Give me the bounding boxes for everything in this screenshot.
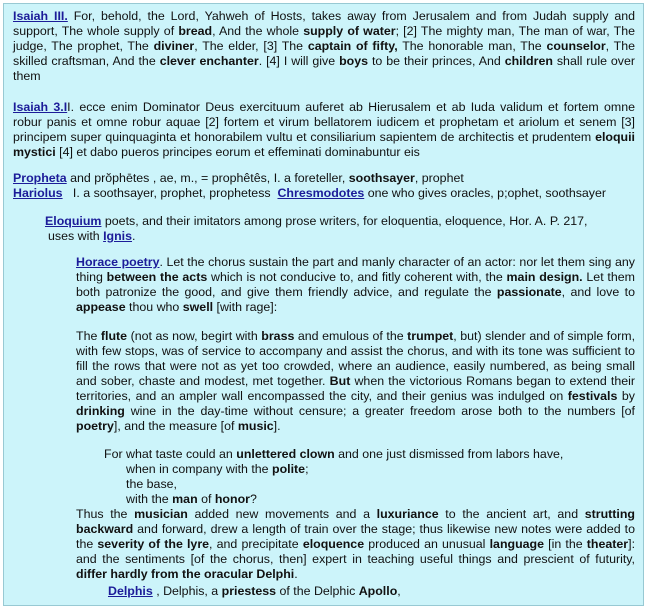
eloquium-block xyxy=(45,214,635,244)
verse-text: ; xyxy=(305,462,309,476)
hariolus-text: I. a soothsayer, prophet, prophetess xyxy=(62,186,278,200)
isaiah-english-text-9: shall rule over them xyxy=(13,54,636,83)
verse-term: polite xyxy=(272,462,306,476)
horace-p1-term: main design. xyxy=(506,270,583,284)
isaiah-english-text-3: ; [2] The mighty man, The man of war, The judge, The prophet, The xyxy=(13,24,635,53)
horace-p2-term: brass xyxy=(261,329,295,343)
horace-p2-term: drinking xyxy=(76,404,125,418)
horace-p3-term: musician xyxy=(134,507,188,521)
eloquium-line-2 xyxy=(45,229,635,244)
isaiah-english-term: clever enchanter xyxy=(159,54,259,68)
horace-p3-text: and forward, drew a length of train over the stage; thus likewise new notes were added to the xyxy=(76,522,635,551)
isaiah-english-text-7: . [4] I will give xyxy=(258,54,340,68)
isaiah-english-term: children xyxy=(504,54,553,68)
horace-p3-text: ]: and the sentiments [of the chorus, then] expert in teaching useful things and prescient of futurity, xyxy=(76,537,636,566)
verse-text: the base, xyxy=(126,477,177,491)
horace-p3-term: language xyxy=(489,537,544,551)
horace-paragraph-2 xyxy=(76,329,635,434)
verse-term: honor xyxy=(214,492,250,506)
verse-line-4 xyxy=(76,492,635,507)
eloquium-uses-text: uses with xyxy=(48,229,104,243)
verse-line-2 xyxy=(76,462,635,477)
propheta-end: , prophet xyxy=(414,171,464,185)
horace-p2-term: flute xyxy=(100,329,128,343)
propheta-term: soothsayer xyxy=(348,171,415,185)
isaiah-latin-text-2: [4] et dabo pueros principes eorum et effeminati dominabuntur eis xyxy=(55,145,420,159)
horace-p1-text: , and love to xyxy=(561,285,635,299)
delphis-link[interactable]: Delphis xyxy=(108,584,153,598)
hariolus-line xyxy=(13,186,635,201)
isaiah-english-paragraph xyxy=(13,9,635,84)
horace-p1-text: Let them both patronize the good, and give them friendly advice, and regulate the xyxy=(76,270,635,299)
horace-p2-text: when the victorious Romans began to extend their territories, and an ampler wall encompassed the city, and their genius was indulged on xyxy=(76,374,635,403)
isaiah-english-term: boys xyxy=(339,54,368,68)
horace-p1-term: swell xyxy=(182,300,214,314)
verse-text: when in company with the xyxy=(126,462,273,476)
isaiah-english-text-2: , And the whole xyxy=(212,24,304,38)
isaiah-english-text-5: The honorable man, The xyxy=(397,39,547,53)
verse-text: and one just dismissed from labors have, xyxy=(334,447,564,461)
horace-p3-text: . xyxy=(294,567,298,581)
horace-p1-text: which is not conducive to, and fitly coherent with, the xyxy=(207,270,507,284)
delphis-term: Apollo xyxy=(358,584,398,598)
isaiah-latin-text-1: I. ecce enim Dominator Deus exercituum auferet ab Hierusalem et ab Iuda validum et fortem omne robur panis et omne robur aquae [2] fortem et virum bellatorem iudicem et prophetam et ariolum et senem [3] principem super quinquaginta et honorabilem vultu et consiliarium sapientem de architectis et prudentem xyxy=(13,100,635,144)
delphis-text-line xyxy=(108,584,635,599)
horace-paragraph-1 xyxy=(76,255,635,315)
isaiah-3-latin-link[interactable]: Isaiah 3.I xyxy=(13,100,68,114)
verse-term: unlettered clown xyxy=(236,447,335,461)
chresmodotes-text: one who gives oracles, p;ophet, soothsayer xyxy=(364,186,607,200)
delphis-line xyxy=(108,584,635,599)
horace-p3-text: , and precipitate xyxy=(209,537,303,551)
horace-poetry-link[interactable]: Horace poetry xyxy=(76,255,160,269)
isaiah-english-term: captain of fifty, xyxy=(307,39,398,53)
isaiah-latin-term: eloquii mystici xyxy=(13,130,635,159)
delphis-text: of the Delphic xyxy=(276,584,359,598)
horace-p2-term: festivals xyxy=(567,389,618,403)
verse-line-1 xyxy=(76,447,635,462)
horace-p2-text: ]. xyxy=(273,419,281,433)
horace-p2-text: The xyxy=(76,329,101,343)
delphis-text: , xyxy=(397,584,401,598)
horace-p2-term: music xyxy=(237,419,274,433)
eloquium-text: poets, and their imitators among prose writers, for eloquentia, eloquence, Hor. A. P. 217, xyxy=(101,214,588,228)
isaiah-latin-paragraph xyxy=(13,100,635,160)
horace-p3-term: differ hardly from the oracular Delphi xyxy=(76,567,295,581)
isaiah-english-text-8: to be their princes, And xyxy=(368,54,505,68)
isaiah-english-term: counselor xyxy=(546,39,606,53)
glossary-block xyxy=(13,171,635,201)
horace-p1-text: . Let the chorus sustain the part and manly character of an actor: nor let them sing any thing xyxy=(76,255,635,284)
eloquium-end: . xyxy=(132,229,136,243)
horace-p2-text: by xyxy=(617,389,636,403)
horace-paragraph-3 xyxy=(76,507,635,582)
ignis-link[interactable]: Ignis xyxy=(103,229,133,243)
horace-p3-term: eloquence xyxy=(302,537,365,551)
horace-p2-term: poetry xyxy=(76,419,114,433)
horace-p3-text: [in the xyxy=(544,537,587,551)
horace-p1-text: [with rage]: xyxy=(213,300,278,314)
isaiah-english-term: diviner xyxy=(153,39,195,53)
propheta-line xyxy=(13,171,635,186)
isaiah-english-term: bread xyxy=(178,24,213,38)
horace-p3-text: Thus the xyxy=(76,507,135,521)
verse-line-3 xyxy=(76,477,635,492)
isaiah-iii-link[interactable]: Isaiah III. xyxy=(13,9,68,23)
verse-text: with the xyxy=(126,492,173,506)
horace-p3-text: to the ancient art, and xyxy=(438,507,585,521)
verse-text: of xyxy=(197,492,215,506)
eloquium-line-1 xyxy=(45,214,635,229)
horace-p2-text: (not as now, begirt with xyxy=(127,329,262,343)
horace-p2-term: trumpet xyxy=(407,329,454,343)
horace-p2-term: But xyxy=(329,374,351,388)
horace-p1-term: appease xyxy=(76,300,126,314)
verse-term: man xyxy=(172,492,198,506)
isaiah-english-text-4: , The elder, [3] The xyxy=(194,39,308,53)
verse-text: ? xyxy=(249,492,257,506)
isaiah-english-text-1: For, behold, the Lord, Yahweh of Hosts, takes away from Jerusalem and from Judah supply and support, The whole supply of xyxy=(13,9,635,38)
isaiah-english-text-6: , The skilled craftsman, And the xyxy=(13,39,635,68)
horace-p2-text: ], and the measure [of xyxy=(113,419,238,433)
horace-p2-text: and emulous of the xyxy=(294,329,408,343)
horace-p3-text: added new movements and a xyxy=(187,507,377,521)
horace-p2-text: , but) slender and of simple form, with few stops, was of service to accompany and assist the chorus, and with its tone was sufficient to fill the rows that were not as yet too crowded, where an audience, easily numbered, as being small and sober, chaste and modest, met together. xyxy=(76,329,636,388)
horace-p1-term: passionate xyxy=(496,285,562,299)
horace-p3-term: luxuriance xyxy=(376,507,439,521)
horace-p3-term: strutting backward xyxy=(76,507,636,536)
horace-p3-term: severity of the lyre xyxy=(97,537,210,551)
delphis-term: priestess xyxy=(221,584,277,598)
horace-p3-term: theater xyxy=(586,537,629,551)
verse-text: For what taste could an xyxy=(104,447,237,461)
horace-p2-text: wine in the day-time without censure; a greater freedom arose both to the numbers [of xyxy=(124,404,635,418)
document-page xyxy=(3,3,644,606)
horace-p1-term: between the acts xyxy=(106,270,208,284)
eloquium-link[interactable]: Eloquium xyxy=(45,214,102,228)
propheta-link[interactable]: Propheta xyxy=(13,171,67,185)
horace-p1-text: thou who xyxy=(125,300,183,314)
delphis-text: , Delphis, a xyxy=(152,584,222,598)
propheta-text: and prŏphētes , ae, m., = prophêtês, I. a foreteller, xyxy=(66,171,349,185)
hariolus-link[interactable]: Hariolus xyxy=(13,186,63,200)
horace-p3-text: produced an unusual xyxy=(364,537,490,551)
isaiah-english-term: supply of water xyxy=(303,24,396,38)
chresmodotes-link[interactable]: Chresmodotes xyxy=(277,186,365,200)
horace-verse xyxy=(76,447,635,507)
